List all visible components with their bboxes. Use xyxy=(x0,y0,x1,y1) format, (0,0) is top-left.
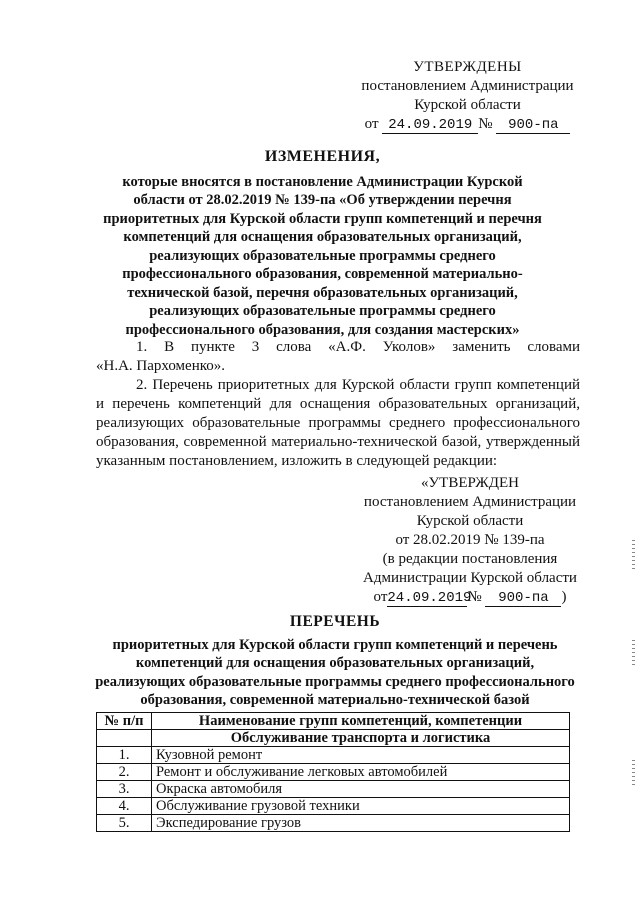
row-name: Экспедирование грузов xyxy=(152,815,570,832)
row-num: 1. xyxy=(97,747,152,764)
approval2-date-line xyxy=(360,588,580,607)
changes-heading xyxy=(95,148,550,339)
scan-artifact xyxy=(632,760,635,786)
scan-artifact xyxy=(632,640,635,668)
p1-word: заменить xyxy=(452,339,511,355)
row-name: Обслуживание грузовой техники xyxy=(152,798,570,815)
approval2-line-3: от 28.02.2019 № 139-па xyxy=(395,532,545,548)
list-subtitle: приоритетных для Курской области групп компетенций и перечень компетенций для оснащения образовательных организаций, реализующих образовательные программы среднего профессионального образования, современной материально-технической базой xyxy=(95,636,575,708)
approval-date-line xyxy=(360,115,575,134)
approval2-line-1: постановлением Администрации xyxy=(363,494,577,510)
p1-word: 1. В xyxy=(136,339,175,355)
row-name: Ремонт и обслуживание легковых автомобилей xyxy=(152,764,570,781)
row-num: 4. xyxy=(97,798,152,815)
approval-line-2: Курской области xyxy=(414,97,521,113)
approval2-line-4: (в редакции постановления xyxy=(382,551,558,567)
paragraph-1-tail: «Н.А. Пархоменко». xyxy=(96,358,226,374)
table-header-row xyxy=(97,713,570,730)
changes-title: ИЗМЕНЕНИЯ, xyxy=(264,148,381,165)
table-row xyxy=(97,747,570,764)
competencies-table xyxy=(96,712,570,832)
table-row xyxy=(97,798,570,815)
table-row xyxy=(97,815,570,832)
row-num: 5. xyxy=(97,815,152,832)
row-num: 2. xyxy=(97,764,152,781)
row-name: Окраска автомобиля xyxy=(152,781,570,798)
p1-word: словами xyxy=(527,339,581,355)
table-cell xyxy=(97,730,152,747)
p1-word: слова xyxy=(276,339,312,355)
approval-from-label: от xyxy=(364,116,379,132)
row-name: Кузовной ремонт xyxy=(152,747,570,764)
scan-artifact xyxy=(632,540,635,570)
approval2-title: «УТВЕРЖДЕН xyxy=(421,475,519,491)
approval-num-label: № xyxy=(478,116,493,132)
approval-stamp xyxy=(360,58,575,134)
paragraph-1 xyxy=(96,338,580,357)
approval2-date: 24.09.2019 xyxy=(387,590,472,606)
approval-date: 24.09.2019 xyxy=(382,118,478,134)
paragraph-2: 2. Перечень приоритетных для Курской области групп компетенций и перечень компетенций для оснащения образовательных организаций, реализующих образовательные программы среднего профессионального образования, современной материально-технической базой, утвержденный указанным постановлением, изложить в следующей редакции: xyxy=(96,377,580,469)
list-heading xyxy=(95,613,575,710)
table-row xyxy=(97,764,570,781)
approval2-num-label: № xyxy=(467,589,482,605)
body-text xyxy=(96,338,580,471)
row-num: 3. xyxy=(97,781,152,798)
p1-word: 3 xyxy=(251,339,260,355)
approval-title: УТВЕРЖДЕНЫ xyxy=(413,59,522,75)
approval2-line-2: Курской области xyxy=(416,513,524,529)
p1-word: «А.Ф. Уколов» xyxy=(328,339,436,355)
approval-line-1: постановлением Администрации xyxy=(361,78,574,94)
group-name: Обслуживание транспорта и логистика xyxy=(152,730,570,747)
col-name-header: Наименование групп компетенций, компетенции xyxy=(152,713,570,730)
approval2-from-label: от xyxy=(373,589,388,605)
approval2-number: 900-па xyxy=(485,591,561,607)
table-row xyxy=(97,781,570,798)
approval2-line-5: Администрации Курской области xyxy=(363,570,577,586)
approval-stamp-2 xyxy=(360,474,580,607)
p1-word: пункте xyxy=(191,339,235,355)
approval-number: 900-па xyxy=(496,118,570,134)
changes-subtitle: которые вносятся в постановление Администрации Курской области от 28.02.2019 № 139-па «Об утверждении перечня приоритетных для Курской области групп компетенций и перечня компетенций для оснащения образовательных организаций, реализующих образовательные программы среднего профессионального образования, современной материально-технической базой, перечня образовательных организаций, реализующих образовательные программы среднего профессионального образования, для создания мастерских» xyxy=(103,173,542,338)
table-group-row xyxy=(97,730,570,747)
col-num-header: № п/п xyxy=(97,713,152,730)
list-title: ПЕРЕЧЕНЬ xyxy=(289,613,381,630)
approval2-close: ) xyxy=(561,589,567,605)
